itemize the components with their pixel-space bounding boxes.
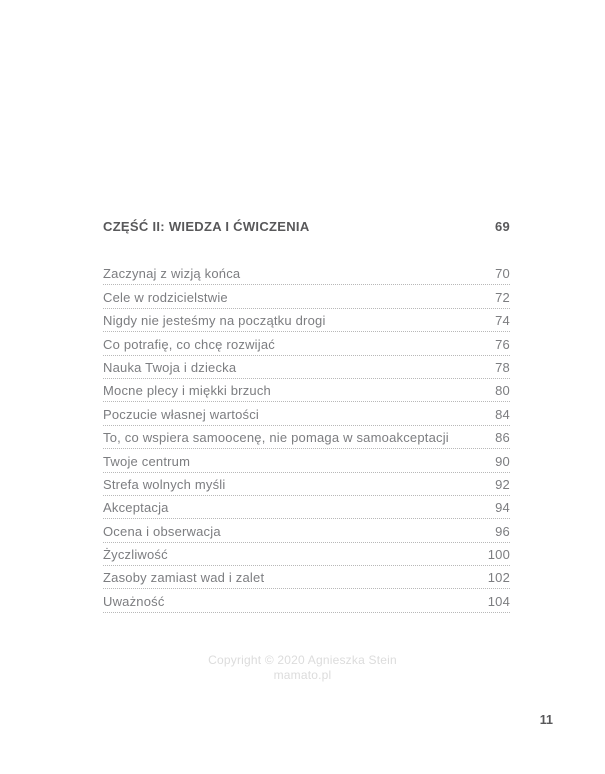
toc-entry: [103, 402, 510, 425]
toc-entry: [103, 496, 510, 519]
toc-entry: [103, 519, 510, 542]
toc-entry: [103, 589, 510, 612]
copyright-website: mamato.pl: [273, 668, 332, 682]
toc-entry-page: 78: [495, 359, 510, 375]
toc-entry-title: Nauka Twoja i dziecka: [103, 359, 237, 375]
toc-entry-title: Zasoby zamiast wad i zalet: [103, 570, 265, 586]
toc-entry-page: 76: [495, 336, 510, 352]
toc-entry-page: 70: [495, 266, 510, 282]
toc-entry: [103, 473, 510, 496]
toc-entry-page: 102: [487, 570, 510, 586]
toc-entry: [103, 566, 510, 589]
toc-entry-page: 92: [495, 476, 510, 492]
toc-entry: [103, 309, 510, 332]
toc-entry-title: To, co wspiera samoocenę, nie pomaga w samoakceptacji: [103, 430, 449, 446]
toc-entry: [103, 262, 510, 285]
toc-entry-list: [103, 262, 510, 613]
section-title: CZĘŚĆ II: WIEDZA I ĆWICZENIA: [103, 219, 310, 234]
toc-entry-page: 100: [487, 547, 510, 563]
toc-entry-page: 104: [487, 593, 510, 609]
toc-entry-title: Twoje centrum: [103, 453, 191, 469]
toc-entry-title: Co potrafię, co chcę rozwijać: [103, 336, 275, 352]
toc-entry-title: Życzliwość: [103, 547, 168, 563]
toc-entry-title: Akceptacja: [103, 500, 169, 516]
toc-entry-title: Strefa wolnych myśli: [103, 476, 226, 492]
toc-entry-page: 84: [495, 406, 510, 422]
toc-entry: [103, 356, 510, 379]
copyright-notice: [0, 653, 605, 683]
toc-entry-page: 86: [495, 430, 510, 446]
toc-entry-page: 96: [495, 523, 510, 539]
toc-entry-title: Zaczynaj z wizją końca: [103, 266, 241, 282]
toc-entry: [103, 332, 510, 355]
toc-entry: [103, 379, 510, 402]
toc-entry-title: Poczucie własnej wartości: [103, 406, 260, 422]
table-of-contents: [103, 219, 510, 613]
toc-entry-title: Mocne plecy i miękki brzuch: [103, 383, 271, 399]
page-number: 11: [539, 713, 553, 727]
toc-entry: [103, 543, 510, 566]
toc-entry-title: Ocena i obserwacja: [103, 523, 221, 539]
copyright-line: Copyright © 2020 Agnieszka Stein: [208, 653, 397, 667]
toc-entry-title: Nigdy nie jesteśmy na początku drogi: [103, 313, 326, 329]
toc-entry-title: Uważność: [103, 593, 165, 609]
toc-entry-page: 90: [495, 453, 510, 469]
toc-entry-page: 94: [495, 500, 510, 516]
toc-section-heading-row: [103, 219, 510, 235]
toc-entry: [103, 426, 510, 449]
section-page-number: 69: [494, 219, 510, 234]
toc-entry-title: Cele w rodzicielstwie: [103, 289, 228, 305]
toc-entry-page: 80: [495, 383, 510, 399]
toc-entry: [103, 285, 510, 308]
toc-entry: [103, 449, 510, 472]
toc-entry-page: 72: [495, 289, 510, 305]
toc-entry-page: 74: [495, 313, 510, 329]
